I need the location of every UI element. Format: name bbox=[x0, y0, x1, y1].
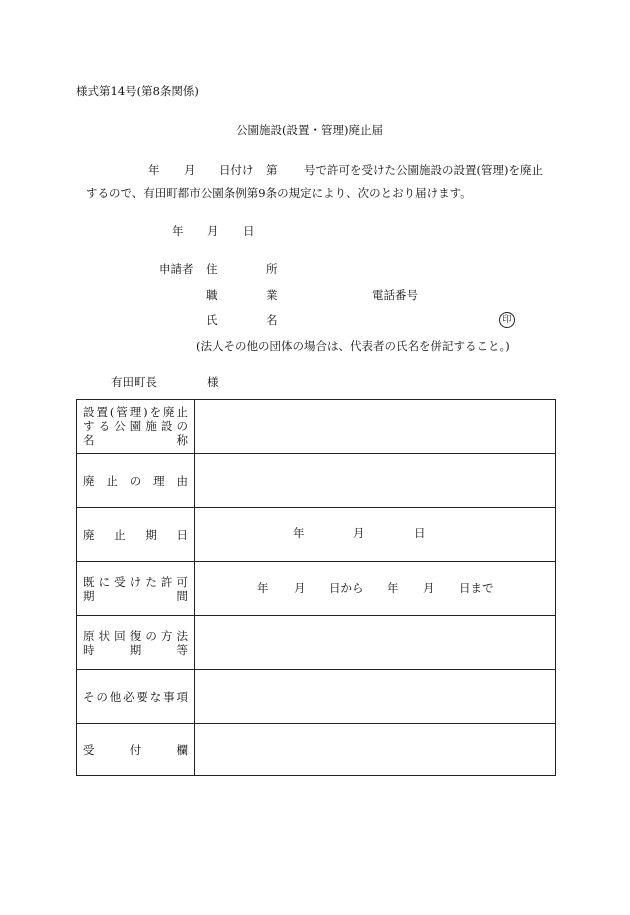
addressee-honorific: 様 bbox=[207, 375, 219, 389]
seal-mark: 印 bbox=[499, 312, 515, 328]
row-label-line: する公園施設の bbox=[83, 419, 188, 433]
period-from-day: 日から bbox=[329, 581, 364, 595]
job-label-2: 業 bbox=[266, 288, 278, 302]
abolition-day-label: 日 bbox=[414, 526, 426, 540]
reception-field[interactable] bbox=[195, 724, 555, 776]
row-label bbox=[77, 616, 195, 669]
job-label-1: 職 bbox=[206, 288, 218, 302]
row-label bbox=[77, 454, 195, 507]
address-label-2: 所 bbox=[266, 262, 278, 276]
name-label-2: 名 bbox=[266, 313, 278, 327]
form-number: 様式第14号(第8条関係) bbox=[76, 84, 199, 98]
abolition-year-label: 年 bbox=[293, 526, 305, 540]
row-label bbox=[77, 562, 195, 615]
table-row-facility-name bbox=[77, 400, 555, 454]
table-row-abolition-date bbox=[77, 508, 555, 562]
reason-field[interactable] bbox=[195, 454, 555, 507]
row-label bbox=[77, 508, 195, 561]
period-to-day: 日まで bbox=[459, 581, 494, 595]
row-label bbox=[77, 400, 195, 453]
abolition-date-field[interactable] bbox=[195, 508, 555, 561]
restoration-field[interactable] bbox=[195, 616, 555, 669]
addressee-name: 有田町長 bbox=[111, 375, 157, 389]
row-label bbox=[77, 670, 195, 723]
submit-day-label: 日 bbox=[243, 224, 255, 238]
row-label-line: 原状回復の方法 bbox=[83, 629, 188, 643]
other-matters-field[interactable] bbox=[195, 670, 555, 723]
page-title: 公園施設(設置・管理)廃止届 bbox=[236, 123, 383, 137]
row-label-line: 受 付 欄 bbox=[83, 743, 188, 757]
permit-period-field[interactable] bbox=[195, 562, 555, 615]
row-label-line: 廃 止 の 理 由 bbox=[83, 474, 188, 488]
corporate-note: (法人その他の団体の場合は、代表者の氏名を併記すること。) bbox=[196, 339, 510, 353]
date-year-label: 年 bbox=[148, 163, 160, 177]
applicant-label: 申請者 bbox=[159, 262, 194, 276]
table-row-restoration bbox=[77, 616, 555, 670]
date-day-label: 日付け bbox=[219, 163, 254, 177]
row-label-line: 名 称 bbox=[83, 433, 188, 447]
body-line-2: するので、有田町都市公園条例第9条の規定により、次のとおり届けます。 bbox=[86, 186, 472, 200]
body-line-1-rest: 号で許可を受けた公園施設の設置(管理)を廃止 bbox=[304, 163, 543, 177]
address-label-1: 住 bbox=[206, 262, 218, 276]
row-label bbox=[77, 724, 195, 776]
submit-month-label: 月 bbox=[207, 224, 219, 238]
row-label-line: 既に受けた許可 bbox=[83, 575, 188, 589]
table-row-permit-period bbox=[77, 562, 555, 616]
phone-label: 電話番号 bbox=[372, 288, 418, 302]
table-row-reason bbox=[77, 454, 555, 508]
notification-table bbox=[76, 399, 556, 776]
period-from-year: 年 bbox=[257, 581, 269, 595]
row-label-line: 期 間 bbox=[83, 589, 188, 603]
row-label-line: 設置(管理)を廃止 bbox=[83, 405, 188, 419]
row-label-line: 廃 止 期 日 bbox=[83, 528, 188, 542]
table-row-other bbox=[77, 670, 555, 724]
submit-year-label: 年 bbox=[172, 224, 184, 238]
name-label-1: 氏 bbox=[206, 313, 218, 327]
period-from-month: 月 bbox=[294, 581, 306, 595]
facility-name-field[interactable] bbox=[195, 400, 555, 453]
abolition-month-label: 月 bbox=[353, 526, 365, 540]
date-month-label: 月 bbox=[184, 163, 196, 177]
table-row-reception bbox=[77, 724, 555, 776]
period-to-month: 月 bbox=[423, 581, 435, 595]
row-label-line: 時 期 等 bbox=[83, 643, 188, 657]
period-to-year: 年 bbox=[387, 581, 399, 595]
row-label-line: その他必要な事項 bbox=[83, 690, 188, 704]
permit-prefix: 第 bbox=[266, 163, 278, 177]
